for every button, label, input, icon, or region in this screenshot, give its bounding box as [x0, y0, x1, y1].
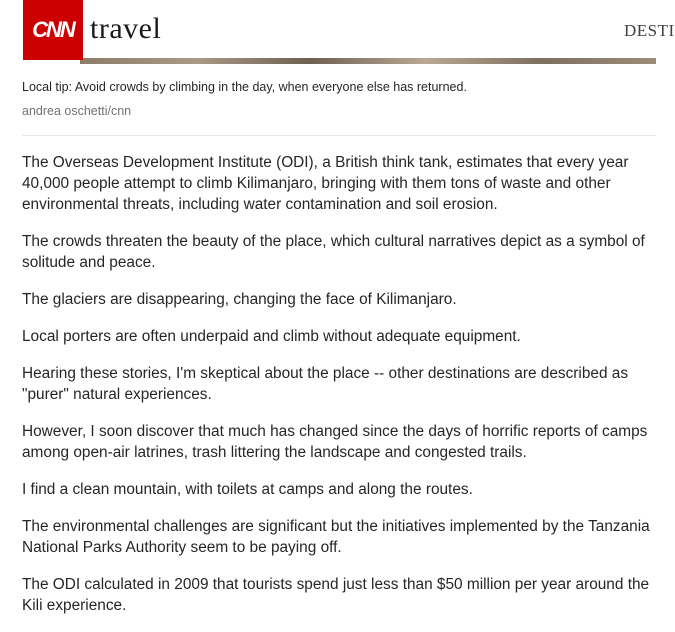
cnn-logo[interactable] — [23, 0, 83, 60]
paragraph: Local porters are often underpaid and climb without adequate equipment. — [22, 328, 521, 345]
hero-image-edge — [80, 58, 656, 64]
paragraph: The glaciers are disappearing, changing the face of Kilimanjaro. — [22, 291, 457, 308]
image-caption: Local tip: Avoid crowds by climbing in the day, when everyone else has returned. — [22, 80, 467, 94]
section-title[interactable]: travel — [90, 12, 162, 45]
paragraph: The environmental challenges are significant but the initiatives implemented by the Tanzania National Parks Authority seem to be paying off. — [22, 518, 650, 556]
paragraph: Hearing these stories, I'm skeptical about the place -- other destinations are described as "purer" natural experiences. — [22, 365, 629, 403]
site-header — [0, 0, 675, 64]
paragraph: I find a clean mountain, with toilets at camps and along the routes. — [22, 481, 473, 498]
logo-text: CNN — [32, 17, 74, 42]
image-credit: andrea oschetti/cnn — [22, 104, 132, 118]
nav-item-destinations[interactable]: DESTI — [624, 21, 675, 40]
article-body — [22, 152, 652, 632]
divider — [22, 135, 656, 136]
paragraph: The Overseas Development Institute (ODI), a British think tank, estimates that every year 40,000 people attempt to climb Kilimanjaro, bringing with them tons of waste and other environmental threats, including water contamination and soil erosion. — [22, 154, 629, 213]
paragraph: The ODI calculated in 2009 that tourists spend just less than $50 million per year around the Kili experience. — [22, 576, 650, 614]
paragraph: The crowds threaten the beauty of the place, which cultural narratives depict as a symbol of solitude and peace. — [22, 233, 645, 271]
paragraph: However, I soon discover that much has changed since the days of horrific reports of camps among open-air latrines, trash littering the landscape and congested trails. — [22, 423, 648, 461]
